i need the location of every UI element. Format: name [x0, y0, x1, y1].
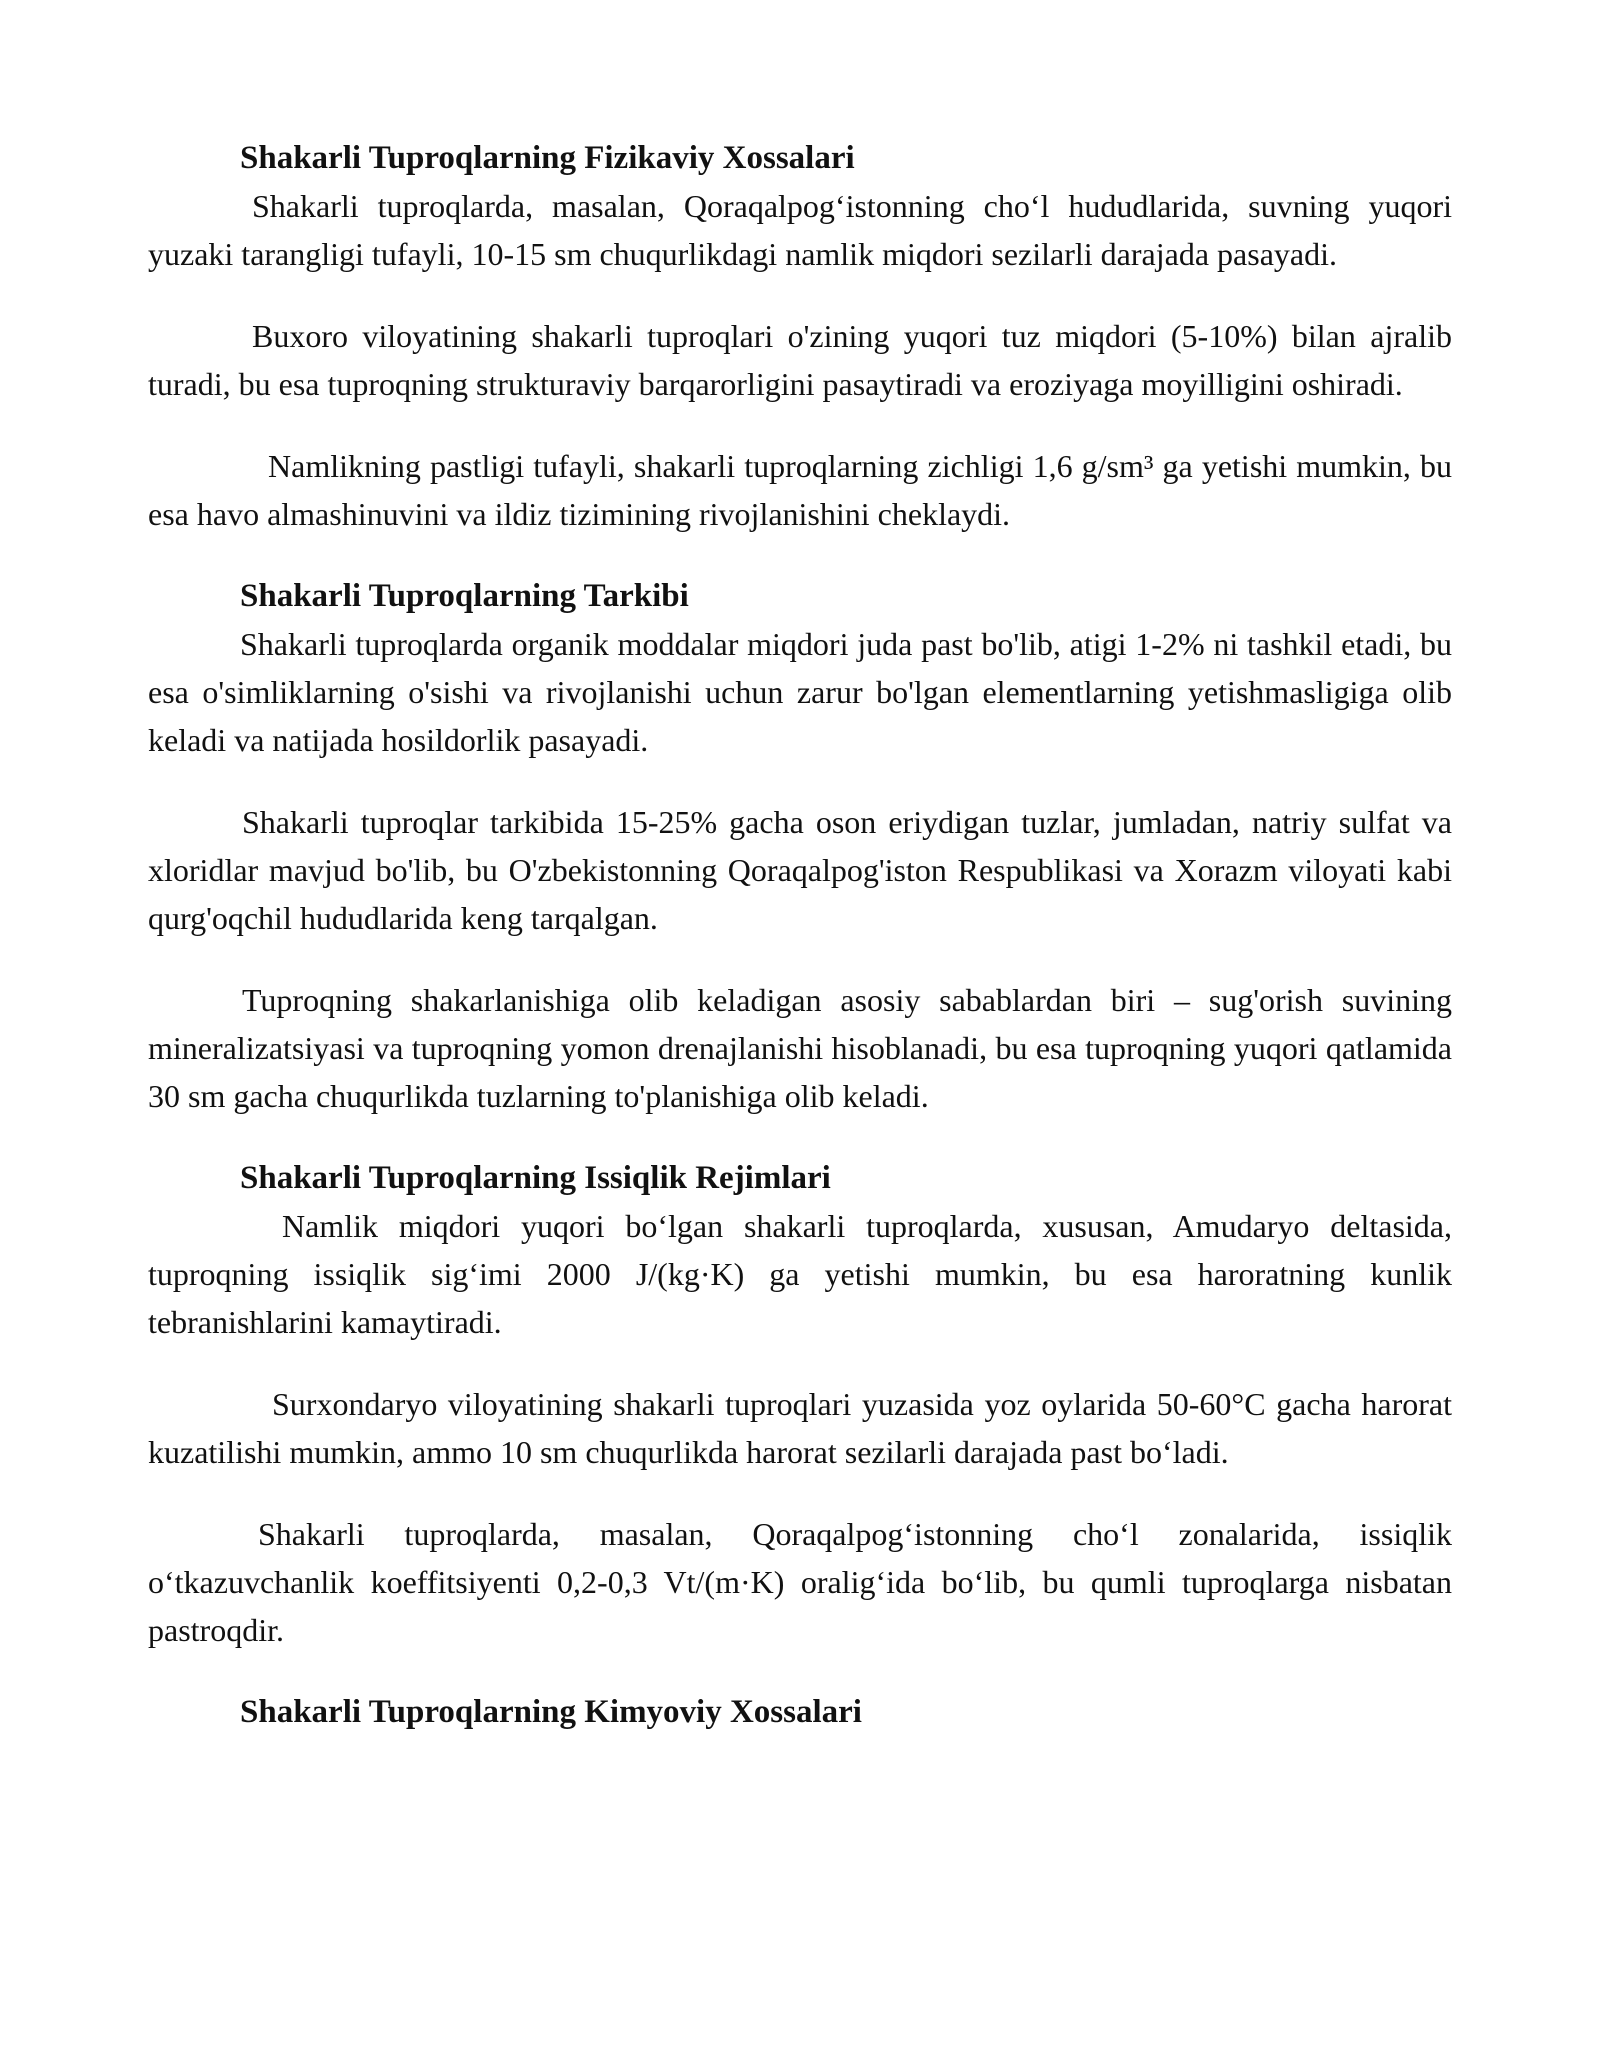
section-heading-chemical-properties: Shakarli Tuproqlarning Kimyoviy Xossalari: [240, 1694, 862, 1730]
paragraph: Shakarli tuproqlarda organik moddalar miqdori juda past bo'lib, atigi 1-2% ni tashkil etadi, bu esa o'simliklarning o'sishi va rivojlanishi uchun zarur bo'lgan elementlarning yetishmasligiga olib keladi va natijada hosildorlik pasayadi.: [148, 626, 1452, 758]
paragraph: Shakarli tuproqlar tarkibida 15-25% gacha oson eriydigan tuzlar, jumladan, natriy sulfat va xloridlar mavjud bo'lib, bu O'zbekistonning Qoraqalpog'iston Respublikasi va Xorazm viloyati kabi qurg'oqchil hududlarida keng tarqalgan.: [148, 804, 1452, 936]
paragraph: Tuproqning shakarlanishiga olib keladigan asosiy sabablardan biri – sug'orish suvining mineralizatsiyasi va tuproqning yomon drenajlanishi hisoblanadi, bu esa tuproqning yuqori qatlamida 30 sm gacha chuqurlikda tuzlarning to'planishiga olib keladi.: [148, 982, 1452, 1114]
paragraph: Namlikning pastligi tufayli, shakarli tuproqlarning zichligi 1,6 g/sm³ ga yetishi mumkin, bu esa havo almashinuvini va ildiz tizimining rivojlanishini cheklaydi.: [148, 448, 1452, 532]
paragraph: Buxoro viloyatining shakarli tuproqlari o'zining yuqori tuz miqdori (5-10%) bilan ajralib turadi, bu esa tuproqning strukturaviy barqarorligini pasaytiradi va eroziyaga moyilligini oshiradi.: [148, 318, 1452, 402]
section-heading-composition: Shakarli Tuproqlarning Tarkibi: [240, 578, 689, 614]
paragraph: Shakarli tuproqlarda, masalan, Qoraqalpog‘istonning cho‘l hududlarida, suvning yuqori yuzaki tarangligi tufayli, 10-15 sm chuqurlikdagi namlik miqdori sezilarli darajada pasayadi.: [148, 188, 1452, 272]
section-heading-thermal-regimes: Shakarli Tuproqlarning Issiqlik Rejimlari: [240, 1160, 831, 1196]
section-heading-physical-properties: Shakarli Tuproqlarning Fizikaviy Xossalari: [240, 140, 855, 176]
paragraph: Shakarli tuproqlarda, masalan, Qoraqalpog‘istonning cho‘l zonalarida, issiqlik o‘tkazuvchanlik koeffitsiyenti 0,2-0,3 Vt/(m·K) oralig‘ida bo‘lib, bu qumli tuproqlarga nisbatan pastroqdir.: [148, 1516, 1452, 1648]
paragraph: Namlik miqdori yuqori bo‘lgan shakarli tuproqlarda, xususan, Amudaryo deltasida, tuproqning issiqlik sig‘imi 2000 J/(kg·K) ga yetishi mumkin, bu esa haroratning kunlik tebranishlarini kamaytiradi.: [148, 1208, 1452, 1340]
document-page: [148, 134, 1452, 1736]
paragraph: Surxondaryo viloyatining shakarli tuproqlari yuzasida yoz oylarida 50-60°C gacha harorat kuzatilishi mumkin, ammo 10 sm chuqurlikda harorat sezilarli darajada past bo‘ladi.: [148, 1386, 1452, 1470]
